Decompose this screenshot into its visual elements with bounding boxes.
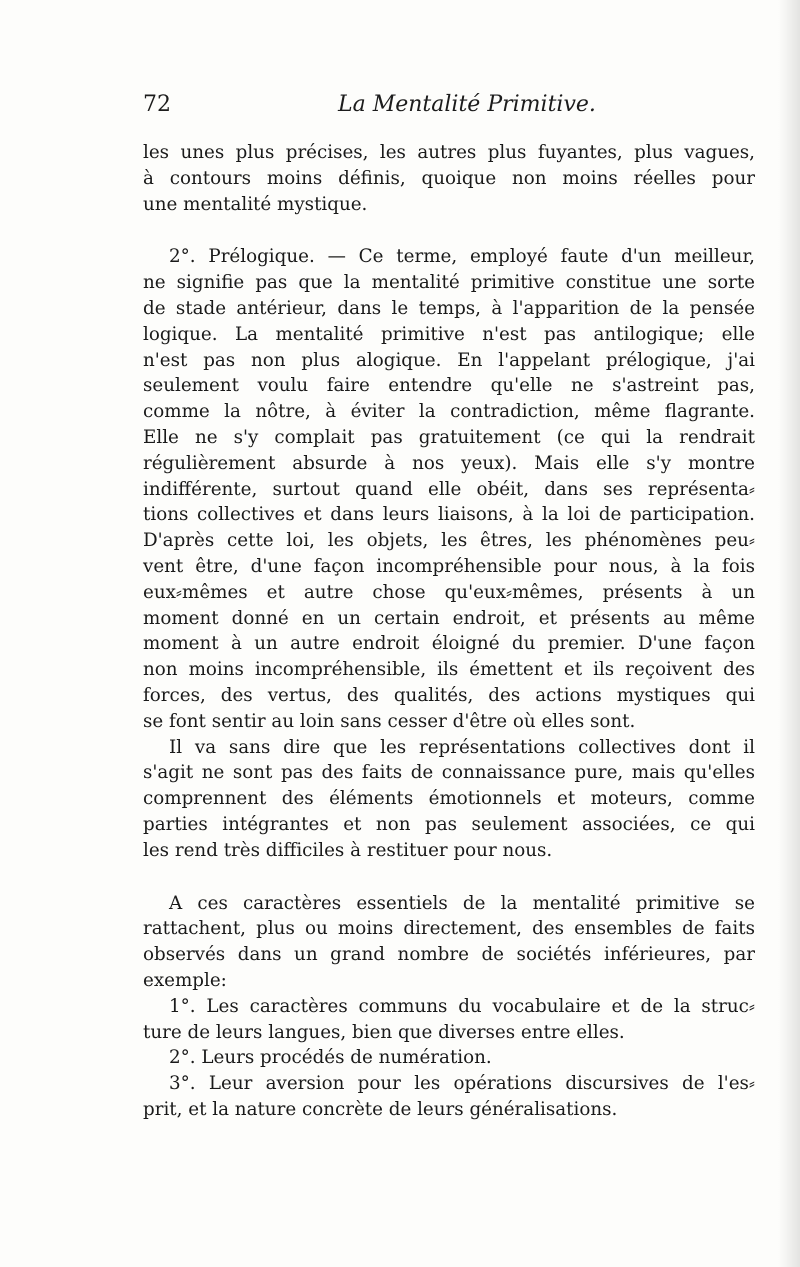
text-line: logique. La mentalité primitive n'est pas antilogique; elle [143, 323, 755, 345]
text-line: moment donné en un certain endroit, et présents au même [143, 607, 755, 629]
text-line: les unes plus précises, les autres plus fuyantes, plus vagues, [143, 142, 755, 163]
page-body [143, 140, 755, 1123]
text-line: comprennent des éléments émotionnels et moteurs, comme [143, 788, 755, 810]
list-item-1 [143, 994, 755, 1046]
text-line: prit, et la nature concrète de leurs généralisations. [143, 1098, 618, 1120]
text-line: Elle ne s'y complait pas gratuitement (ce qui la rendrait [143, 426, 755, 448]
page-edge-shadow [778, 0, 800, 1267]
text-line: 2°. Prélogique. — Ce terme, employé faute d'un meilleur, [169, 246, 755, 268]
text-line: observés dans un grand nombre de sociétés inférieures, par [143, 944, 755, 966]
text-line: 3°. Leur aversion pour les opérations discursives de l'es⸗ [169, 1073, 755, 1095]
running-title: La Mentalité Primitive. [338, 92, 596, 117]
text-line: Il va sans dire que les représentations collectives dont il [169, 736, 755, 758]
text-line: eux⸗mêmes et autre chose qu'eux⸗mêmes, présents à un [143, 581, 755, 603]
text-line: indifférente, surtout quand elle obéit, dans ses représenta⸗ [143, 478, 755, 500]
text-line: moment à un autre endroit éloigné du premier. D'une façon [143, 633, 755, 655]
text-line: forces, des vertus, des qualités, des actions mystiques qui [143, 684, 755, 706]
paragraph-continuation [143, 140, 755, 217]
text-line: n'est pas non plus alogique. En l'appelant prélogique, j'ai [143, 349, 755, 371]
running-header [143, 92, 753, 122]
text-line: exemple: [143, 969, 227, 991]
text-line: tions collectives et dans leurs liaisons, à la loi de participation. [143, 504, 755, 526]
text-line: les rend très difficiles à restituer pour nous. [143, 839, 553, 861]
paragraph-caracteres [143, 891, 755, 994]
text-line: 2°. Leurs procédés de numération. [169, 1047, 492, 1069]
text-line: comme la nôtre, à éviter la contradiction, même flagrante. [143, 401, 755, 423]
text-line: ne signifie pas que la mentalité primitive constitue une sorte [143, 272, 755, 294]
text-line: vent être, d'une façon incompréhensible pour nous, à la fois [143, 555, 755, 577]
text-line: non moins incompréhensible, ils émettent et ils reçoivent des [143, 659, 755, 681]
text-line: se font sentir au loin sans cesser d'être où elles sont. [143, 710, 636, 732]
text-line: régulièrement absurde à nos yeux). Mais elle s'y montre [143, 452, 755, 474]
page-number: 72 [143, 92, 171, 117]
text-line: parties intégrantes et non pas seulement associées, ce qui [143, 813, 755, 835]
text-line: seulement voulu faire entendre qu'elle ne s'astreint pas, [143, 375, 755, 397]
paragraph-representations [143, 735, 755, 864]
text-line: à contours moins définis, quoique non moins réelles pour [143, 167, 755, 189]
text-line: une mentalité mystique. [143, 193, 368, 215]
list-item-2 [143, 1045, 755, 1071]
text-line: A ces caractères essentiels de la mentalité primitive se [169, 892, 755, 914]
text-line: rattachent, plus ou moins directement, des ensembles de faits [143, 918, 755, 940]
text-line: s'agit ne sont pas des faits de connaissance pure, mais qu'elles [143, 762, 755, 784]
text-line: de stade antérieur, dans le temps, à l'apparition de la pensée [143, 297, 755, 319]
text-line: D'après cette loi, les objets, les êtres, les phénomènes peu⸗ [143, 530, 755, 552]
list-item-3 [143, 1071, 755, 1123]
text-line: 1°. Les caractères communs du vocabulaire et de la struc⸗ [169, 995, 755, 1017]
text-line: ture de leurs langues, bien que diverses entre elles. [143, 1021, 625, 1043]
paragraph-prelogique [143, 244, 755, 734]
